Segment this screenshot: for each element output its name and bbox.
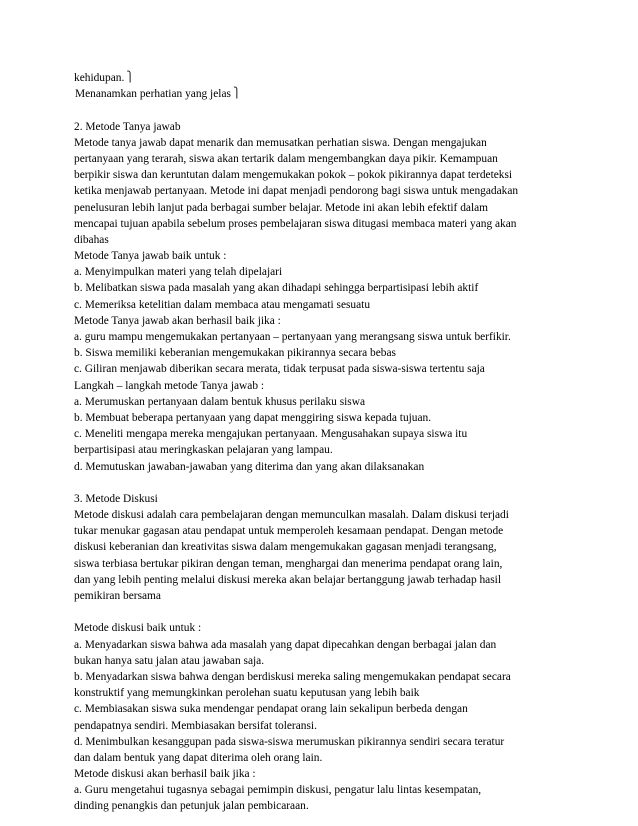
list-item: d. Menimbulkan kesanggupan pada siswa-siswa merumuskan pikirannya sendiri secara teratur [74, 735, 505, 748]
list-item: dan dalam bentuk yang dapat diterima oleh orang lain. [74, 751, 323, 764]
section3-paragraph [74, 507, 574, 604]
list-item: b. Melibatkan siswa pada masalah yang akan dihadapi sehingga berpartisipasi lebih aktif [74, 282, 479, 295]
list-item: d. Memutuskan jawaban-jawaban yang diterima dan yang akan dilaksanakan [74, 460, 425, 473]
list-item: konstruktif yang memungkinkan perolehan suatu keputusan yang lebih baik [74, 687, 420, 700]
list-title: Metode Tanya jawab akan berhasil baik jika : [74, 314, 281, 327]
paragraph-line: penelusuran lebih lanjut pada berbagai sumber belajar. Metode ini akan lebih efektif dalam [74, 201, 489, 214]
paragraph-line: pertanyaan yang terarah, siswa akan tertarik dalam mengembangkan daya pikir. Kemampuan [74, 152, 498, 165]
section2-paragraph [74, 135, 574, 248]
list-item: c. Memeriksa ketelitian dalam membaca atau mengamati sesuatu [74, 298, 371, 311]
list-item: b. Siswa memiliki keberanian mengemukakan pikirannya secara bebas [74, 347, 396, 360]
list-item: a. Guru mengetahui tugasnya sebagai pemimpin diskusi, pengatur lalu lintas kesempatan, [74, 784, 482, 797]
list-item: b. Menyadarkan siswa bahwa dengan berdiskusi mereka saling mengemukakan pendapat secara [74, 670, 511, 683]
list-item: a. Menyimpulkan materi yang telah dipelajari [74, 266, 283, 279]
paragraph-line: pemikiran bersama [74, 590, 161, 602]
list-item: bukan hanya satu jalan atau jawaban saja. [74, 654, 265, 667]
spacer [74, 475, 574, 491]
section-heading: 3. Metode Diskusi [74, 492, 158, 505]
spacer [74, 604, 574, 620]
list-item: c. Giliran menjawab diberikan secara merata, tidak terpusat pada siswa-siswa tertentu saja [74, 363, 485, 376]
list-item: c. Membiasakan siswa suka mendengar pendapat orang lain sekalipun berbeda dengan [74, 703, 468, 716]
list-item: berpartisipasi atau meringkaskan pelajaran yang lampau. [74, 444, 333, 457]
paragraph-line: Metode tanya jawab dapat menarik dan memusatkan perhatian siswa. Dengan mengajukan [74, 136, 487, 149]
list-item: b. Membuat beberapa pertanyaan yang dapat menggiring siswa kepada tujuan. [74, 411, 432, 424]
document-body [74, 70, 574, 815]
paragraph-line: tukar menukar gagasan atau pendapat untuk memperoleh kesamaan pendapat. Dengan metode [74, 525, 504, 538]
paragraph-line: Metode diskusi adalah cara pembelajaran dengan memunculkan masalah. Dalam diskusi terjadi [74, 509, 509, 522]
list-title: Metode diskusi akan berhasil baik jika : [74, 768, 256, 781]
paragraph-line: berpikir siswa dan keruntutan dalam mengemukakan pokok – pokok pikirannya dapat terdeteksi [74, 169, 513, 182]
intro-text: kehidupan. [74, 72, 125, 84]
paragraph-line: mencapai tujuan apabila sebelum proses pembelajaran siswa ditugasi membaca materi yang akan [74, 217, 517, 230]
section-heading: 2. Metode Tanya jawab [74, 120, 181, 133]
list-item: a. Merumuskan pertanyaan dalam bentuk khusus perilaku siswa [74, 395, 366, 408]
bracket-mark: ⎫ [126, 72, 134, 83]
intro-line [74, 86, 574, 102]
list-item: pendapatnya sendiri. Membiasakan bersifat toleransi. [74, 719, 317, 732]
list-title: Metode Tanya jawab baik untuk : [74, 250, 227, 263]
paragraph-line: dibahas [74, 233, 109, 246]
intro-line [74, 70, 574, 86]
paragraph-line: ketika menjawab pertanyaan. Metode ini dapat menjadi pendorong bagi siswa untuk mengadakan [74, 185, 519, 198]
list-item: a. guru mampu mengemukakan pertanyaan – pertanyaan yang merangsang siswa untuk berfikir. [74, 331, 511, 343]
spacer [74, 102, 574, 118]
paragraph-line: dan yang lebih penting melalui diskusi mereka akan belajar bertanggung jawab terhadap hasil [74, 573, 502, 586]
list-title: Langkah – langkah metode Tanya jawab : [74, 379, 265, 392]
list-item: dinding penangkis dan petunjuk jalan pembicaraan. [74, 800, 309, 813]
list-title: Metode diskusi baik untuk : [74, 622, 202, 635]
list-item: c. Meneliti mengapa mereka mengajukan pertanyaan. Mengusahakan supaya siswa itu [74, 428, 468, 441]
intro-text: Menanamkan perhatian yang jelas [75, 88, 231, 101]
paragraph-line: diskusi keberanian dan kreativitas siswa dalam mengemukakan gagasan menjadi terangsang, [74, 541, 497, 554]
bracket-mark: ⎫ [232, 88, 241, 100]
list-item: a. Menyadarkan siswa bahwa ada masalah yang dapat dipecahkan dengan berbagai jalan dan [74, 638, 497, 651]
paragraph-line: siswa terbiasa bertukar pikiran dengan teman, menghargai dan menerima pendapat orang lain, [74, 557, 503, 570]
